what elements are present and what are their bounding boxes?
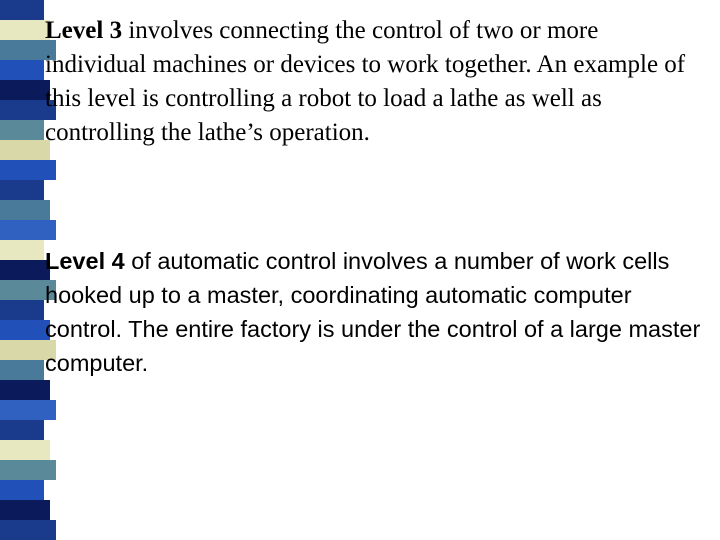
paragraph-level-3 [45,14,705,150]
decorative-stripe [0,480,44,500]
decorative-stripe [0,160,56,180]
decorative-stripe [0,220,56,240]
decorative-stripe [0,80,50,100]
decorative-stripe [0,460,56,480]
paragraph-level-4 [45,244,705,380]
decorative-stripe [0,20,50,40]
decorative-stripe [0,500,50,520]
decorative-stripe [0,420,44,440]
decorative-stripe [0,200,50,220]
decorative-stripe [0,520,56,540]
decorative-stripe [0,60,44,80]
decorative-stripe [0,320,50,340]
decorative-stripe [0,180,44,200]
level-4-text: of automatic control involves a number of work cells hooked up to a master, coordinating automatic computer control. The entire factory is under the control of a large master computer. [45,248,701,376]
decorative-stripe [0,120,44,140]
decorative-stripe [0,240,44,260]
decorative-stripe [0,400,56,420]
level-3-lead: Level 3 [45,17,123,44]
decorative-stripe [0,0,44,20]
level-3-text: involves connecting the control of two or more individual machines or devices to work together. An example of this level is controlling a robot to load a lathe as well as controlling the lathe’s operation. [45,17,686,146]
decorative-stripe [0,140,50,160]
decorative-stripe [0,300,44,320]
decorative-stripe [0,260,50,280]
decorative-stripe [0,360,44,380]
decorative-stripe [0,380,50,400]
level-4-lead: Level 4 [45,248,125,274]
decorative-stripe [0,440,50,460]
